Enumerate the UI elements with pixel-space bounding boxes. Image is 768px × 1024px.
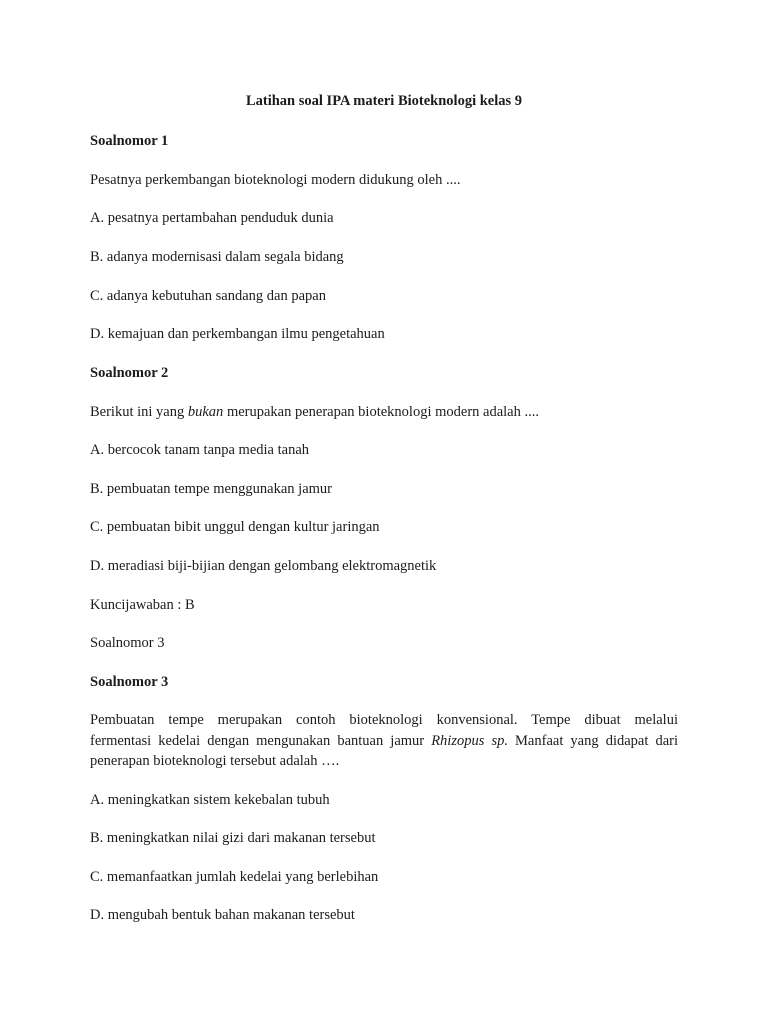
question-3-option-d: D. mengubah bentuk bahan makanan tersebut: [90, 907, 355, 923]
question-3-option-a: A. meningkatkan sistem kekebalan tubuh: [90, 792, 330, 808]
question-2-answer-key: Kuncijawaban : B: [90, 597, 195, 613]
question-1-option-d: D. kemajuan dan perkembangan ilmu pengetahuan: [90, 326, 385, 342]
question-3-heading: Soalnomor 3: [90, 674, 169, 690]
question-2-option-b: B. pembuatan tempe menggunakan jamur: [90, 481, 332, 497]
question-2-option-d: D. meradiasi biji-bijian dengan gelombang elektromagnetik: [90, 558, 437, 574]
question-3-plain-heading: Soalnomor 3: [90, 635, 165, 651]
question-1-option-b: B. adanya modernisasi dalam segala bidang: [90, 249, 344, 265]
question-2-prompt-italic: bukan: [187, 404, 224, 420]
question-3-prompt-line-2: [90, 731, 678, 752]
question-2-prompt-before: Berikut ini yang: [90, 404, 188, 420]
question-3-prompt: [90, 710, 678, 772]
question-2-option-c: C. pembuatan bibit unggul dengan kultur jaringan: [90, 519, 380, 535]
question-3-prompt-line-3: penerapan bioteknologi tersebut adalah ….: [90, 753, 340, 769]
question-2-option-a: A. bercocok tanam tanpa media tanah: [90, 442, 310, 458]
question-3-option-b: B. meningkatkan nilai gizi dari makanan tersebut: [90, 830, 376, 846]
document-title: Latihan soal IPA materi Bioteknologi kelas 9: [245, 93, 523, 109]
question-3-prompt-italic: Rhizopus sp.: [431, 732, 508, 749]
question-3-prompt-line-2-after: Manfaat yang didapat dari: [507, 732, 678, 749]
question-1-prompt: Pesatnya perkembangan bioteknologi modern didukung oleh ....: [90, 172, 461, 188]
question-1-option-a: A. pesatnya pertambahan penduduk dunia: [90, 210, 334, 226]
question-2-prompt-after: merupakan penerapan bioteknologi modern adalah ....: [223, 404, 539, 420]
question-2-heading: Soalnomor 2: [90, 365, 169, 381]
question-3-prompt-line-1: Pembuatan tempe merupakan contoh bioteknologi konvensional. Tempe dibuat melalui: [90, 712, 678, 728]
question-2-prompt: [90, 403, 678, 421]
question-3-option-c: C. memanfaatkan jumlah kedelai yang berlebihan: [90, 869, 379, 885]
question-1-option-c: C. adanya kebutuhan sandang dan papan: [90, 288, 326, 304]
question-3-prompt-line-2-before: fermentasi kedelai dengan mengunakan bantuan jamur: [90, 732, 432, 749]
question-1-heading: Soalnomor 1: [90, 133, 169, 149]
